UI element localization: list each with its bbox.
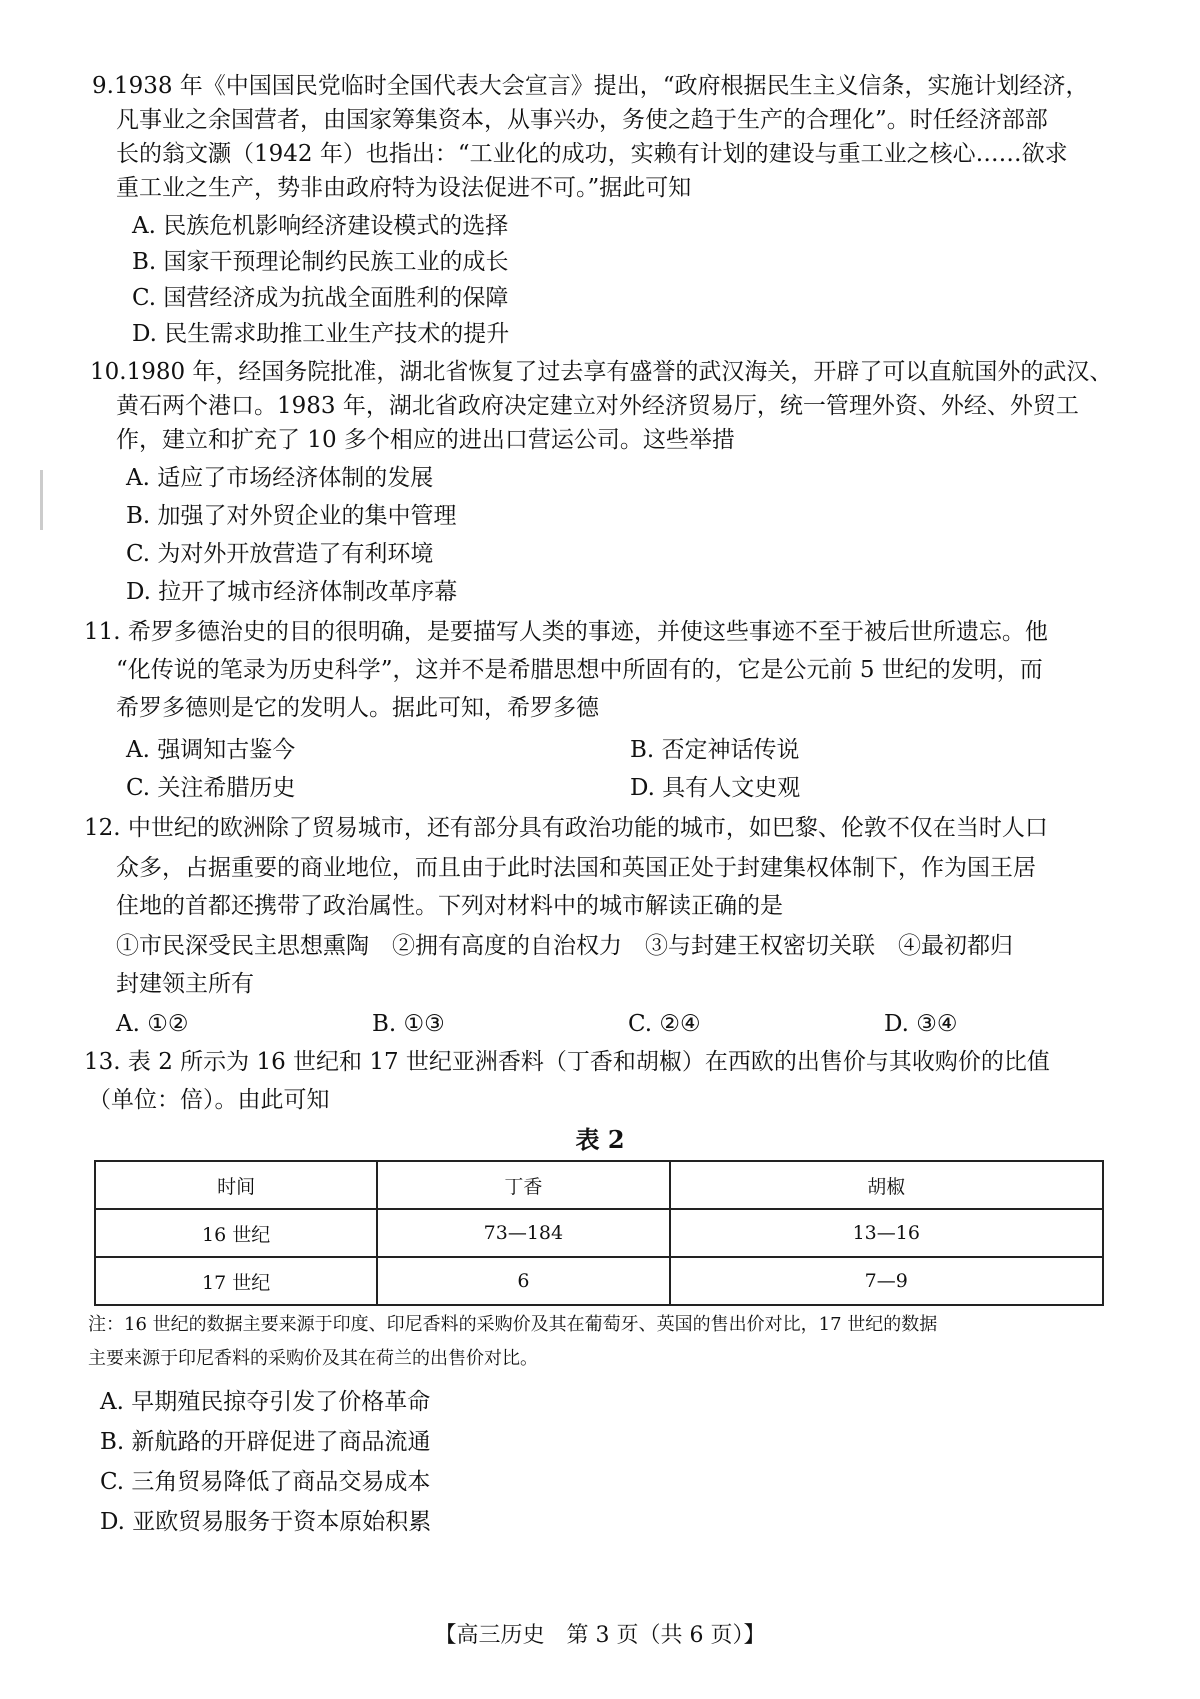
table-header-time: 时间 [95, 1161, 377, 1209]
q10-line-1: 10.1980 年，经国务院批准，湖北省恢复了过去享有盛誉的武汉海关，开辟了可以直航国外的武汉、 [90, 359, 1113, 385]
q10-option-d: D. 拉开了城市经济体制改革序幕 [126, 579, 458, 605]
q11-line-1: 11. 希罗多德治史的目的很明确，是要描写人类的事迹，并使这些事迹不至于被后世所遗忘。他 [84, 619, 1048, 645]
q9-option-b: B. 国家干预理论制约民族工业的成长 [132, 249, 509, 275]
scan-mark [40, 470, 43, 530]
table-cell: 13—16 [670, 1209, 1103, 1257]
table-cell: 6 [377, 1257, 669, 1305]
q11-option-d: D. 具有人文史观 [630, 775, 801, 801]
q9-line-3: 长的翁文灏（1942 年）也指出：“工业化的成功，实赖有计划的建设与重工业之核心……欲求 [116, 141, 1068, 167]
q13-option-d: D. 亚欧贸易服务于资本原始积累 [100, 1509, 432, 1535]
q13-option-a: A. 早期殖民掠夺引发了价格革命 [100, 1389, 431, 1415]
table-note-line-2: 主要来源于印尼香料的采购价及其在荷兰的出售价对比。 [88, 1348, 538, 1369]
table-cell: 7—9 [670, 1257, 1103, 1305]
table-cell: 16 世纪 [95, 1209, 377, 1257]
table-cell: 17 世纪 [95, 1257, 377, 1305]
q12-option-c: C. ②④ [628, 1011, 701, 1037]
table-cell: 73—184 [377, 1209, 669, 1257]
q9-line-1: 9.1938 年《中国国民党临时全国代表大会宣言》提出，“政府根据民生主义信条，实施计划经济， [92, 73, 1089, 99]
q12-line-3: 住地的首都还携带了政治属性。下列对材料中的城市解读正确的是 [116, 893, 783, 919]
table-caption: 表 2 [575, 1125, 625, 1154]
table-row [95, 1209, 1103, 1257]
q11-option-b: B. 否定神话传说 [630, 737, 800, 763]
page-footer: 【高三历史 第 3 页（共 6 页）】 [434, 1623, 766, 1648]
table-note-line-1: 注：16 世纪的数据主要来源于印度、印尼香料的采购价及其在葡萄牙、英国的售出价对比，17 世纪的数据 [88, 1314, 938, 1335]
q12-line-1: 12. 中世纪的欧洲除了贸易城市，还有部分具有政治功能的城市，如巴黎、伦敦不仅在当时人口 [84, 815, 1048, 841]
q12-line-2: 众多，占据重要的商业地位，而且由于此时法国和英国正处于封建集权体制下，作为国王居 [116, 855, 1036, 881]
q10-line-2: 黄石两个港口。1983 年，湖北省政府决定建立对外经济贸易厅，统一管理外资、外经、外贸工 [116, 393, 1079, 419]
q12-line-4: ①市民深受民主思想熏陶 ②拥有高度的自治权力 ③与封建王权密切关联 ④最初都归 [116, 933, 1013, 959]
q12-option-a: A. ①② [116, 1011, 189, 1037]
table-header-pepper: 胡椒 [670, 1161, 1103, 1209]
q10-option-a: A. 适应了市场经济体制的发展 [126, 465, 434, 491]
q9-option-d: D. 民生需求助推工业生产技术的提升 [132, 321, 510, 347]
q9-line-4: 重工业之生产，势非由政府特为设法促进不可。”据此可知 [116, 175, 692, 201]
q10-option-c: C. 为对外开放营造了有利环境 [126, 541, 434, 567]
q9-option-a: A. 民族危机影响经济建设模式的选择 [132, 213, 509, 239]
q9-line-2: 凡事业之余国营者，由国家筹集资本，从事兴办，务使之趋于生产的合理化”。时任经济部部 [116, 107, 1048, 133]
q13-line-2: （单位：倍）。由此可知 [88, 1087, 330, 1113]
q10-option-b: B. 加强了对外贸企业的集中管理 [126, 503, 457, 529]
q12-option-b: B. ①③ [372, 1011, 445, 1037]
q11-line-3: 希罗多德则是它的发明人。据此可知，希罗多德 [116, 695, 599, 721]
table-header-clove: 丁香 [377, 1161, 669, 1209]
q11-option-c: C. 关注希腊历史 [126, 775, 296, 801]
table-header-row [95, 1161, 1103, 1209]
q9-option-c: C. 国营经济成为抗战全面胜利的保障 [132, 285, 509, 311]
spice-price-table [94, 1160, 1104, 1306]
q12-line-5: 封建领主所有 [116, 971, 254, 997]
q12-option-d: D. ③④ [884, 1011, 958, 1037]
q13-line-1: 13. 表 2 所示为 16 世纪和 17 世纪亚洲香料（丁香和胡椒）在西欧的出售价与其收购价的比值 [84, 1049, 1050, 1075]
q11-line-2: “化传说的笔录为历史科学”，这并不是希腊思想中所固有的，它是公元前 5 世纪的发明，而 [116, 657, 1043, 683]
q13-option-b: B. 新航路的开辟促进了商品流通 [100, 1429, 431, 1455]
q13-option-c: C. 三角贸易降低了商品交易成本 [100, 1469, 431, 1495]
table-row [95, 1257, 1103, 1305]
q10-line-3: 作，建立和扩充了 10 多个相应的进出口营运公司。这些举措 [116, 427, 735, 453]
q11-option-a: A. 强调知古鉴今 [126, 737, 296, 763]
